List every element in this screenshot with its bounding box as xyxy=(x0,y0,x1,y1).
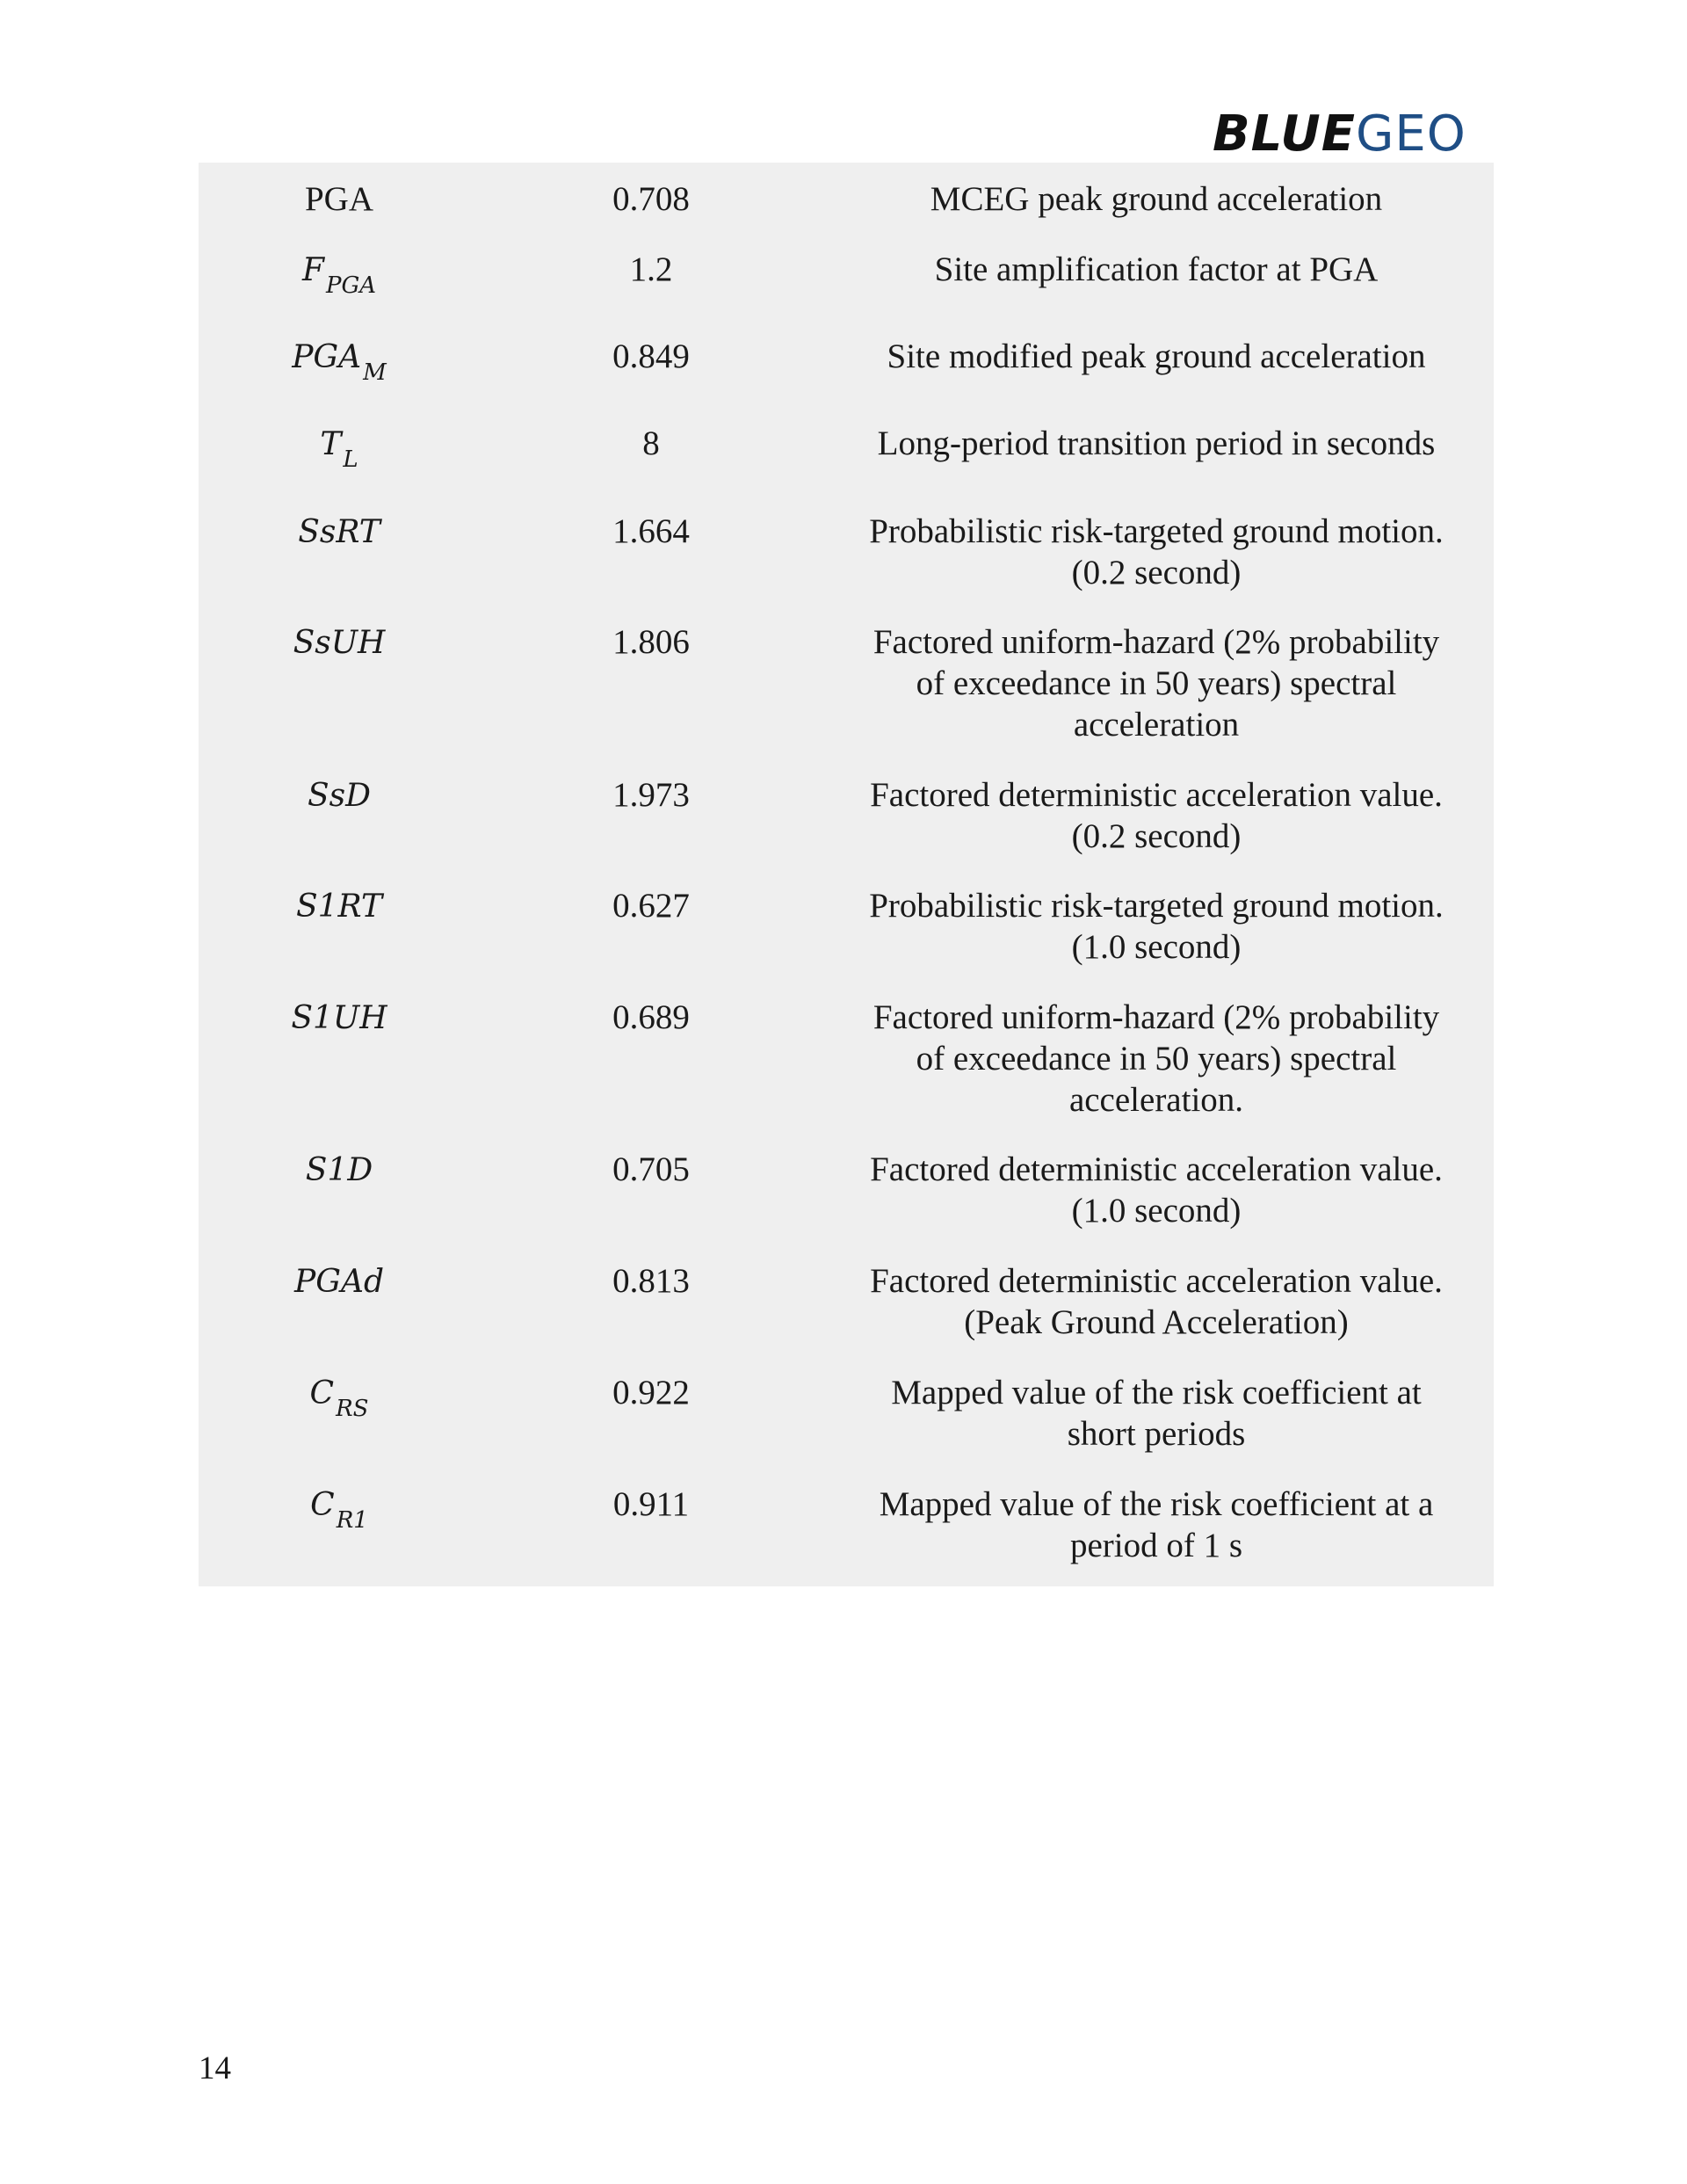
parameter-symbol: $C_{R1}$ xyxy=(310,1487,368,1534)
parameter-symbol: SsD xyxy=(308,778,371,814)
parameter-value: 0.849 xyxy=(612,337,690,375)
parameter-symbol: $F_{PGA}$ xyxy=(301,252,377,299)
parameter-symbol: $C_{RS}$ xyxy=(309,1375,369,1422)
parameter-description: Mapped value of the risk coefficient at short periods xyxy=(891,1374,1422,1453)
parameter-description: Long-period transition period in seconds xyxy=(877,424,1436,462)
bluegeo-logo xyxy=(1213,104,1485,165)
parameter-description: Factored uniform-hazard (2% probability of exceedance in 50 years) spectral acceleration xyxy=(872,623,1440,744)
parameter-description: Factored deterministic acceleration value. (1.0 second) xyxy=(870,1150,1443,1230)
parameter-value: 0.922 xyxy=(612,1374,690,1411)
parameter-symbol: PGA xyxy=(304,180,374,218)
parameter-symbol: S1UH xyxy=(291,1000,387,1036)
parameter-value: 1.664 xyxy=(612,512,690,550)
parameter-value: 8 xyxy=(642,424,660,462)
parameter-value: 0.708 xyxy=(612,180,690,218)
parameter-description: Factored uniform-hazard (2% probability of exceedance in 50 years) spectral acceleration. xyxy=(872,998,1440,1119)
parameter-symbol: SsUH xyxy=(293,625,386,661)
parameter-value: 0.813 xyxy=(612,1262,690,1300)
parameter-value: 0.627 xyxy=(612,887,690,925)
parameter-value: 0.911 xyxy=(612,1485,690,1523)
parameter-description: Factored deterministic acceleration value. (0.2 second) xyxy=(870,776,1443,855)
parameter-description: Site modified peak ground acceleration xyxy=(887,337,1426,375)
parameter-description: Mapped value of the risk coefficient at a period of 1 s xyxy=(879,1485,1434,1564)
parameter-value: 1.806 xyxy=(612,623,690,661)
parameter-description: Probabilistic risk-targeted ground motion. (0.2 second) xyxy=(869,512,1444,591)
parameter-symbol: PGAd xyxy=(293,1264,385,1300)
seismic-parameters-table xyxy=(199,163,1494,1586)
parameter-description: Probabilistic risk-targeted ground motion. (1.0 second) xyxy=(869,887,1444,966)
parameter-symbol: S1D xyxy=(305,1152,373,1188)
logo-blue-text: BLUE xyxy=(1213,105,1357,163)
parameter-value: 1.973 xyxy=(612,776,690,814)
parameter-description: Factored deterministic acceleration value. (Peak Ground Acceleration) xyxy=(870,1262,1443,1341)
logo-geo-text: GEO xyxy=(1356,105,1466,163)
parameter-value: 0.705 xyxy=(612,1150,690,1188)
parameter-symbol: $PGA_M$ xyxy=(292,339,387,386)
parameter-description: MCEG peak ground acceleration xyxy=(930,180,1383,218)
parameter-symbol: SsRT xyxy=(298,514,380,550)
parameter-value: 0.689 xyxy=(612,998,690,1036)
parameter-value: 1.2 xyxy=(629,250,673,288)
parameter-symbol: $T_L$ xyxy=(320,426,358,473)
parameter-description: Site amplification factor at PGA xyxy=(934,250,1379,288)
page-number: 14 xyxy=(199,2050,231,2086)
parameter-symbol: S1RT xyxy=(295,889,383,925)
